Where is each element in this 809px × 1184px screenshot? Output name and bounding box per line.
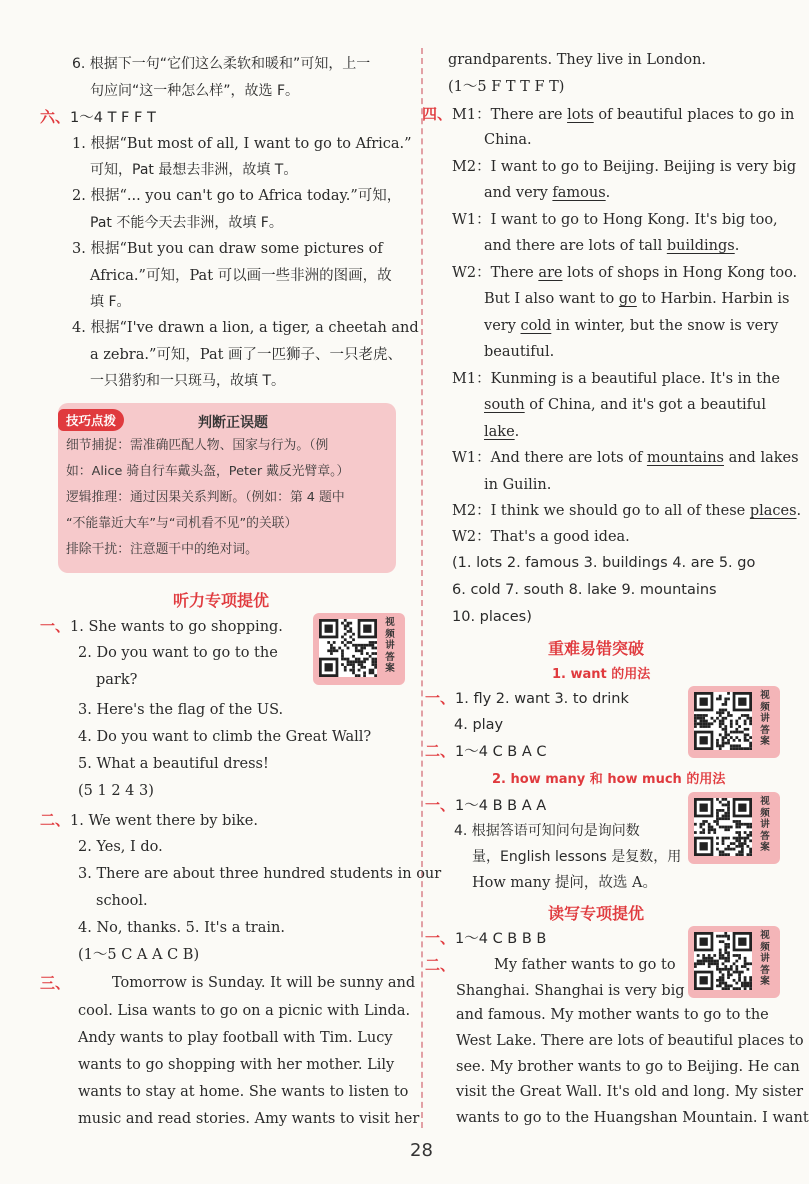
answer-key: (1～5 C A A C B) <box>78 947 200 963</box>
qr-code-icon[interactable] <box>319 619 377 677</box>
text-line: grandparents. They live in London. <box>448 52 707 68</box>
tip-box <box>58 403 396 573</box>
text-line: 4. play <box>454 717 504 733</box>
text-line: 可知，Pat 最想去非洲，故填 T。 <box>90 162 298 178</box>
dialogue-line: very cold in winter, but the snow is very <box>484 318 779 334</box>
listening-part-2 <box>40 810 258 831</box>
text-line: Andy wants to play football with Tim. Lucy <box>78 1030 393 1046</box>
section-marker: 六、 <box>40 108 71 126</box>
dialogue-line: and there are lots of tall buildings. <box>484 238 740 254</box>
text-line: 3. There are about three hundred students in our <box>78 866 442 882</box>
blank-answer: famous <box>552 185 606 201</box>
answer-key: (5 1 2 4 3) <box>78 783 154 799</box>
text-line: wants to stay at home. She wants to listen to <box>78 1084 409 1100</box>
listening-part-3-marker <box>40 973 70 994</box>
text-line: music and read stories. Amy wants to visit her <box>78 1111 420 1127</box>
blank-answer: are <box>538 265 563 281</box>
text-line: wants to go shopping with her mother. Lily <box>78 1057 395 1073</box>
rw-part-2-marker <box>425 955 455 976</box>
answer-key: 6. cold 7. south 8. lake 9. mountains <box>452 582 717 598</box>
dialogue-m1: 四、M1：There are lots of beautiful places to go in <box>422 105 795 123</box>
blank-answer: buildings <box>666 238 735 254</box>
text-line: Tomorrow is Sunday. It will be sunny and <box>112 975 416 991</box>
text-line: 6. 根据下一句“它们这么柔软和暖和”可知，上一 <box>72 56 371 72</box>
blank-answer: mountains <box>646 450 724 466</box>
qr-code-icon[interactable] <box>694 692 752 750</box>
section-marker: 三、 <box>40 974 71 992</box>
listening-section-title: 听力专项提优 <box>173 591 270 610</box>
text-line: 4. 根据答语可知问句是询问数 <box>454 823 640 839</box>
blank-answer: places <box>749 503 797 519</box>
text-line: 一只猎豹和一只斑马，故填 T。 <box>90 373 286 389</box>
tip-line: 排除干扰：注意题干中的绝对词。 <box>66 542 258 557</box>
subsection-title: 1. want 的用法 <box>552 667 651 682</box>
page-number: 28 <box>410 1140 433 1161</box>
rw-part-1: 一、1～4 C B B B <box>425 929 547 947</box>
text-line: in Guilin. <box>484 477 552 493</box>
dialogue-line: M2：I think we should go to all of these places. <box>452 503 802 519</box>
answer-key: (1～5 F T T F T) <box>448 79 565 95</box>
qr-code-icon[interactable] <box>694 932 752 990</box>
text-line: cool. Lisa wants to go on a picnic with Linda. <box>78 1003 411 1019</box>
subsection-title: 2. how many 和 how much 的用法 <box>492 772 726 787</box>
text-line: W2：That's a good idea. <box>452 529 630 545</box>
text-line: wants to go to the Huangshan Mountain. I want <box>456 1110 809 1126</box>
blank-answer: lots <box>567 107 594 123</box>
text-line: 2. Yes, I do. <box>78 839 163 855</box>
dialogue-line: south of China, and it's got a beautiful <box>484 397 767 413</box>
text-line: 3. Here's the flag of the US. <box>78 702 284 718</box>
diff-part-1: 一、1. fly 2. want 3. to drink <box>425 689 629 707</box>
blank-answer: lake <box>484 424 515 440</box>
difficulty-section-title: 重难易错突破 <box>548 639 645 658</box>
qr-label: 视 频 讲 答 案 <box>760 690 770 747</box>
text-line: school. <box>96 893 148 909</box>
text-line: 5. What a beautiful dress! <box>78 756 269 772</box>
tip-line: 如：Alice 骑自行车戴头盔，Peter 戴反光臂章。） <box>66 464 350 479</box>
text-line: 填 F。 <box>90 294 131 310</box>
text-line: West Lake. There are lots of beautiful places to <box>456 1033 804 1049</box>
text-line: 3. 根据“But you can draw some pictures of <box>72 241 383 257</box>
section-6 <box>40 107 156 128</box>
tip-badge: 技巧点拨 <box>58 409 124 431</box>
answer-key: 1～4 T F F T <box>70 110 156 126</box>
video-answer-qr[interactable] <box>688 792 780 864</box>
text-line: and famous. My mother wants to go to the <box>456 1007 769 1023</box>
text-line: Shanghai. Shanghai is very big <box>456 983 685 999</box>
text-line: How many 提问，故选 A。 <box>472 875 658 891</box>
text-line: Africa.”可知，Pat 可以画一些非洲的图画，故 <box>90 268 392 284</box>
qr-label: 视 频 讲 答 案 <box>385 617 395 674</box>
text-line: see. My brother wants to go to Beijing. He can <box>456 1059 800 1075</box>
qr-code-icon[interactable] <box>694 798 752 856</box>
text-line: 1. We went there by bike. <box>70 813 258 829</box>
dialogue-line: lake. <box>484 424 520 440</box>
text-line: 句应问“这一种怎么样”，故选 F。 <box>90 83 300 99</box>
listening-part-1 <box>40 616 283 637</box>
dialogue-line: W1：And there are lots of mountains and lakes <box>452 450 799 466</box>
text-line: visit the Great Wall. It's old and long. My sister <box>456 1084 804 1100</box>
tip-title: 判断正误题 <box>198 415 268 431</box>
text-line: 1. 根据“But most of all, I want to go to Africa.” <box>72 136 412 152</box>
qr-label: 视 频 讲 答 案 <box>760 930 770 987</box>
text-line: a zebra.”可知，Pat 画了一匹狮子、一只老虎、 <box>90 347 403 363</box>
text-line: Pat 不能今天去非洲，故填 F。 <box>90 215 283 231</box>
diff-part-2: 二、1～4 C B A C <box>425 742 547 760</box>
section-marker: 一、 <box>40 617 71 635</box>
video-answer-qr[interactable] <box>688 686 780 758</box>
text-line: M2：I want to go to Beijing. Beijing is very big <box>452 159 797 175</box>
section-marker: 一、 <box>425 796 456 814</box>
blank-answer: go <box>618 291 637 307</box>
video-answer-qr[interactable] <box>688 926 780 998</box>
column-divider <box>421 48 423 1128</box>
tip-line: “不能靠近大车”与“司机看不见”的关联） <box>66 516 298 531</box>
text-line: 4. No, thanks. 5. It's a train. <box>78 920 285 936</box>
text-line: 1. She wants to go shopping. <box>70 619 283 635</box>
answer-key: 10. places) <box>452 609 532 625</box>
section-marker: 二、 <box>425 742 456 760</box>
text-line: 量，English lessons 是复数，用 <box>472 849 682 865</box>
dialogue-line: and very famous. <box>484 185 611 201</box>
text-line: M1：Kunming is a beautiful place. It's in the <box>452 371 780 387</box>
qr-label: 视 频 讲 答 案 <box>760 796 770 853</box>
text-line: 2. 根据“... you can't go to Africa today.”可知， <box>72 188 402 204</box>
reading-writing-section-title: 读写专项提优 <box>548 904 645 923</box>
tip-line: 逻辑推理：通过因果关系判断。（例如：第 4 题中 <box>66 490 345 505</box>
video-answer-qr[interactable] <box>313 613 405 685</box>
section-marker: 二、 <box>425 956 456 974</box>
text-line: China. <box>484 132 532 148</box>
text-line: My father wants to go to <box>494 957 676 973</box>
text-line: 4. 根据“I've drawn a lion, a tiger, a cheetah and <box>72 320 419 336</box>
section-marker: 二、 <box>40 811 71 829</box>
blank-answer: south <box>484 397 525 413</box>
tip-line: 细节捕捉：需准确匹配人物、国家与行为。（例 <box>66 438 329 453</box>
section-marker: 一、 <box>425 929 456 947</box>
text-line: beautiful. <box>484 344 555 360</box>
text-line: W1：I want to go to Hong Kong. It's big too, <box>452 212 778 228</box>
text-line: 2. Do you want to go to the <box>78 645 278 661</box>
section-marker: 四、 <box>422 105 453 123</box>
diff-part-3: 一、1～4 B B A A <box>425 796 547 814</box>
section-marker: 一、 <box>425 689 456 707</box>
dialogue-line: But I also want to go to Harbin. Harbin is <box>484 291 790 307</box>
text-line: 4. Do you want to climb the Great Wall? <box>78 729 372 745</box>
dialogue-line: W2：There are lots of shops in Hong Kong too. <box>452 265 798 281</box>
text-line: park? <box>96 672 138 688</box>
blank-answer: cold <box>520 318 552 334</box>
answer-key: (1. lots 2. famous 3. buildings 4. are 5. go <box>452 555 756 571</box>
